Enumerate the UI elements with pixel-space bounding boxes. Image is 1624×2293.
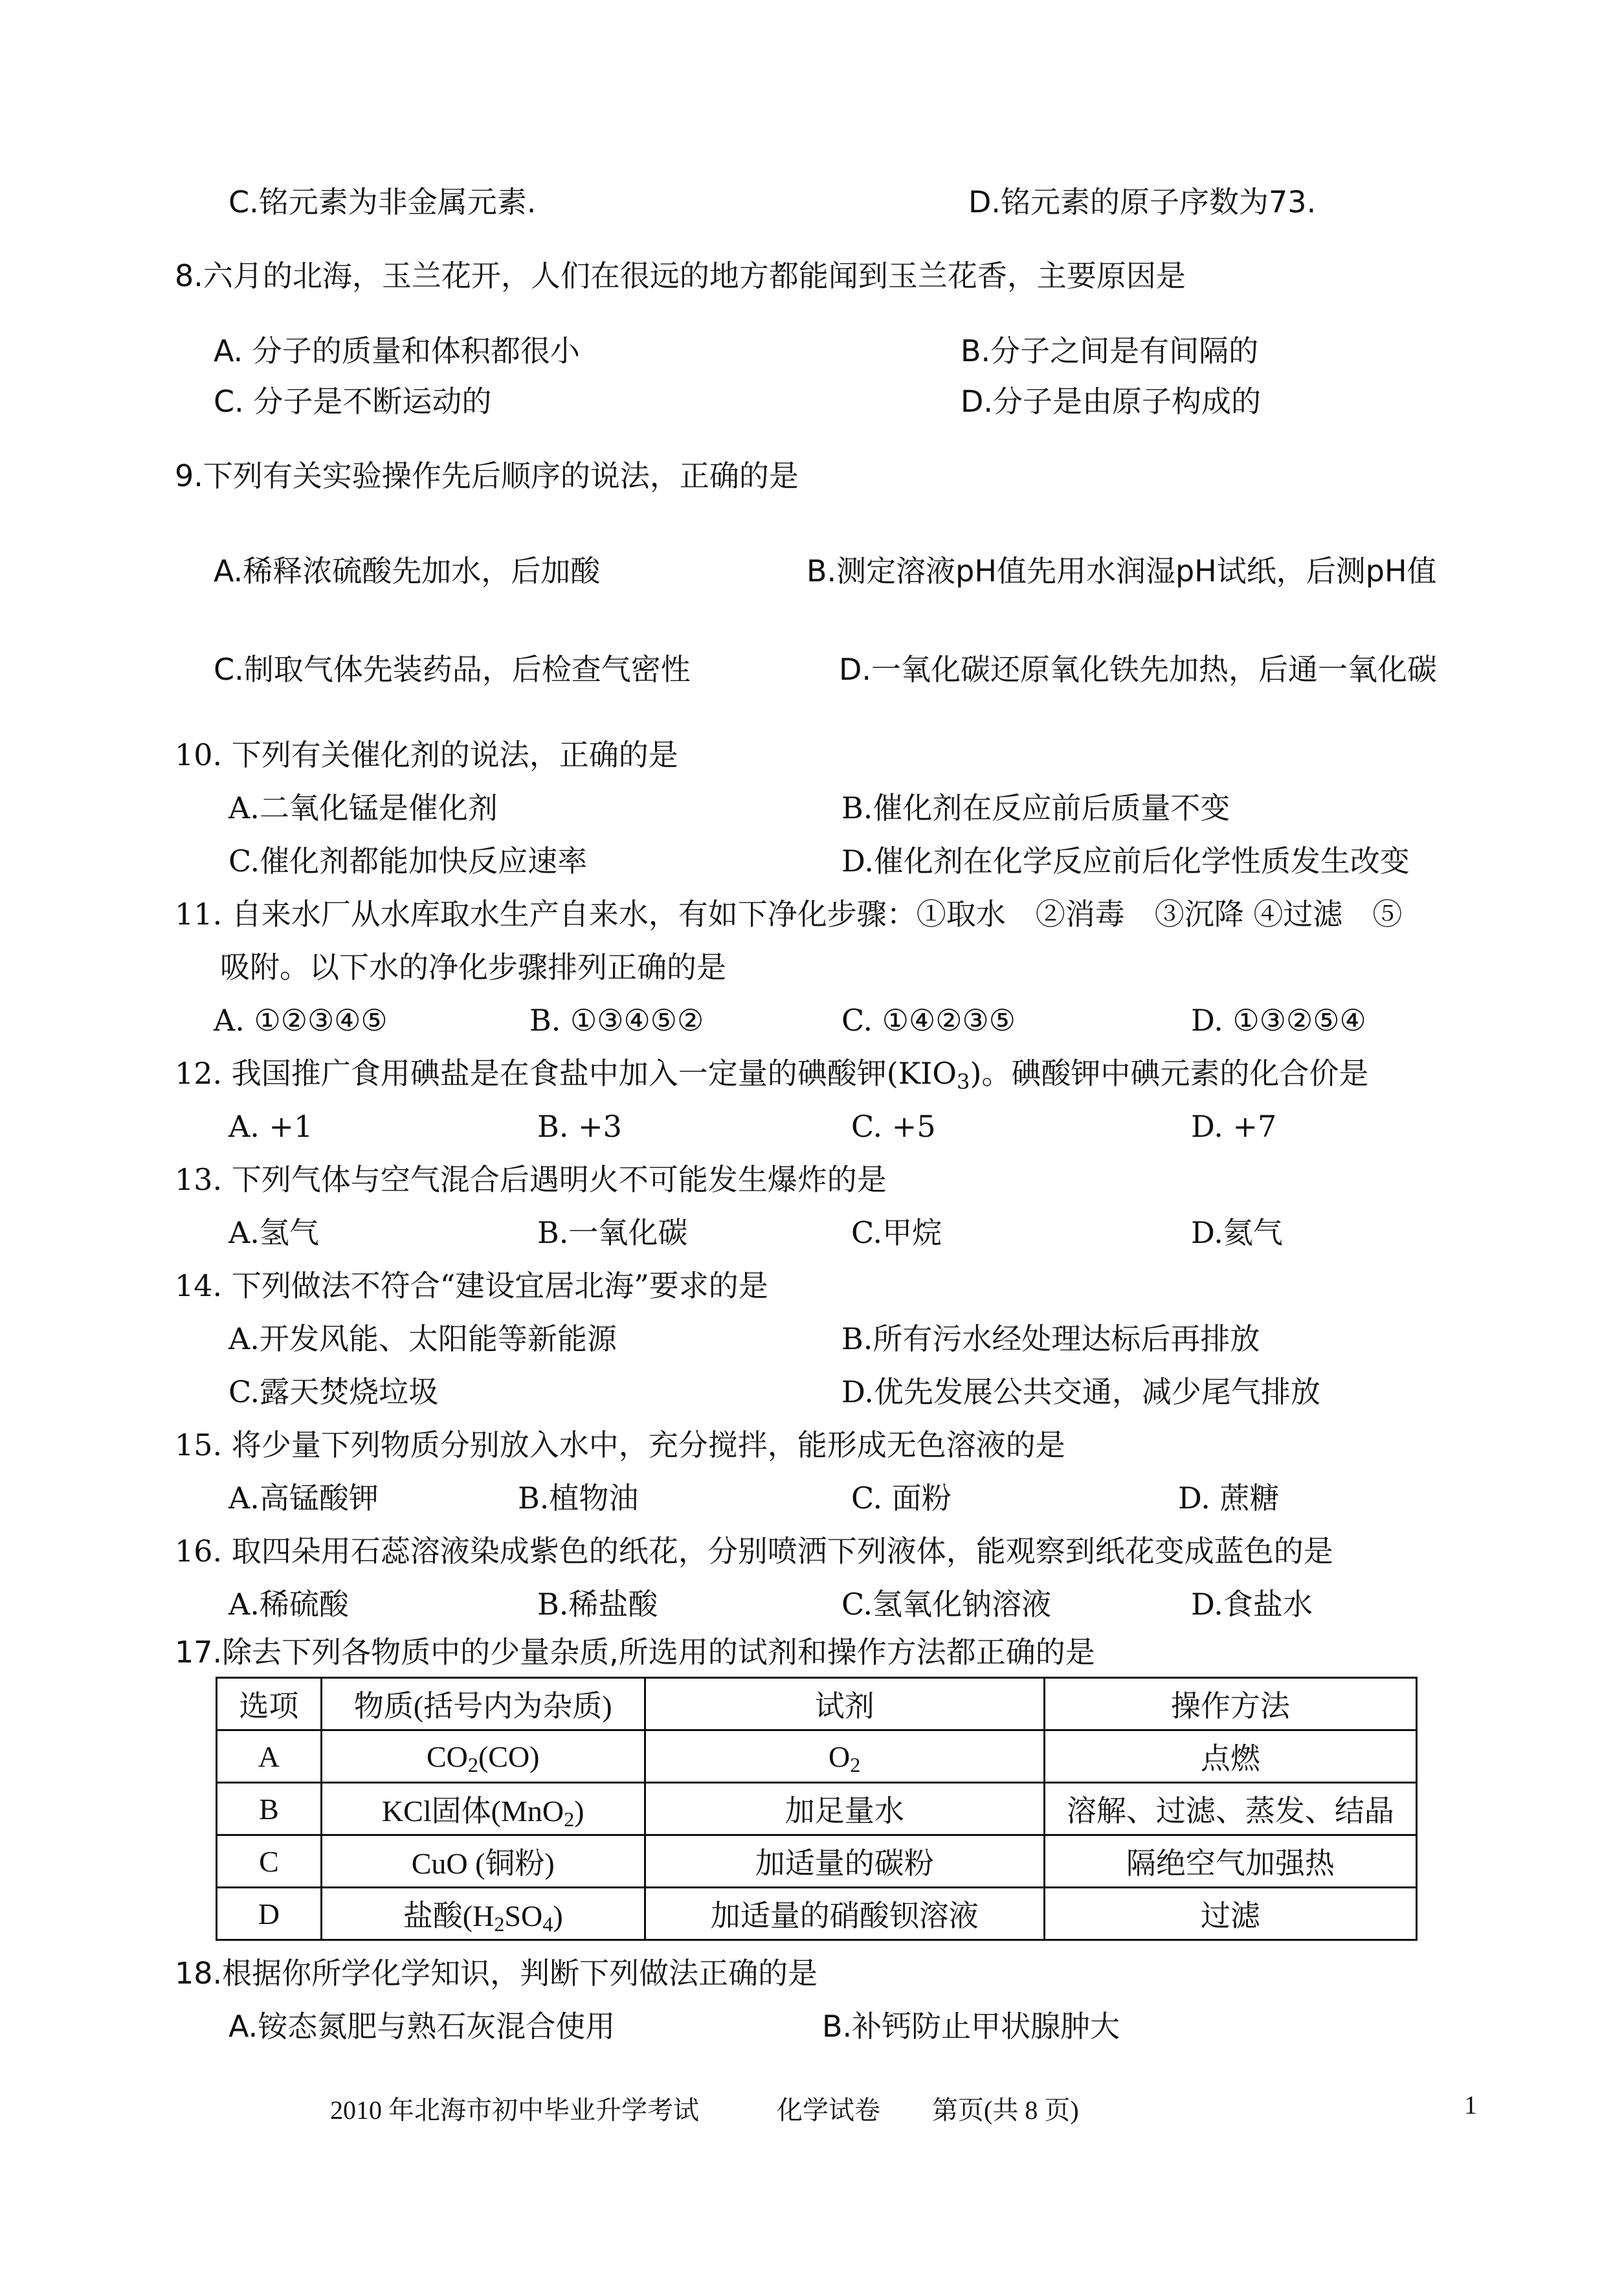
q15-option-d: D. 蔗糖 xyxy=(1178,1481,1280,1516)
q11-option-a: A. ①②③④⑤ xyxy=(214,1003,388,1038)
option-cell: A xyxy=(217,1730,322,1783)
q13-option-d: D.氦气 xyxy=(1191,1215,1283,1250)
q13-option-a: A.氢气 xyxy=(228,1215,319,1250)
q15-option-a: A.高锰酸钾 xyxy=(228,1481,379,1516)
q12-option-c: C. +5 xyxy=(851,1109,936,1144)
q14-option-c: C.露天焚烧垃圾 xyxy=(228,1374,439,1409)
method-cell: 过滤 xyxy=(1044,1888,1416,1940)
q12-stem: 12. 我国推广食用碘盐是在食盐中加入一定量的碘酸钾$(KIO_3)$。碘酸钾中碘元素的化合价是 xyxy=(175,1056,1369,1095)
q18-stem: 18.根据你所学化学知识，判断下列做法正确的是 xyxy=(175,1956,818,1991)
q9-option-a: A.稀释浓硫酸先加水，后加酸 xyxy=(214,554,601,588)
substance-cell: CuO (铜粉) xyxy=(321,1835,645,1888)
q10-option-b: B.催化剂在反应前后质量不变 xyxy=(841,790,1230,825)
q13-option-c: C.甲烷 xyxy=(851,1215,942,1250)
q14-option-b: B.所有污水经处理达标后再排放 xyxy=(841,1321,1260,1356)
page-number: 1 xyxy=(1464,2090,1477,2120)
substance-cell: 盐酸$(H_2SO_4)$ xyxy=(321,1888,645,1940)
q18-option-a: A.铵态氮肥与熟石灰混合使用 xyxy=(228,2009,616,2044)
q11-option-d: D. ①③②⑤④ xyxy=(1191,1003,1366,1038)
q13-option-b: B.一氧化碳 xyxy=(537,1215,688,1250)
reagent-cell: 加适量的硝酸钡溶液 xyxy=(645,1888,1044,1940)
q8-option-c: C. 分子是不断运动的 xyxy=(214,384,492,419)
q17-table xyxy=(216,1677,1418,1941)
method-cell: 点燃 xyxy=(1044,1730,1416,1783)
q12-option-d: D. +7 xyxy=(1191,1109,1277,1144)
q7-option-d: D.铭元素的原子序数为73. xyxy=(968,185,1317,219)
option-cell: D xyxy=(217,1888,322,1940)
q11-option-b: B. ①③④⑤② xyxy=(529,1003,704,1038)
q14-stem: 14. 下列做法不符合“建设宜居北海”要求的是 xyxy=(175,1268,768,1303)
table-header-row xyxy=(217,1678,1417,1730)
q12-option-b: B. +3 xyxy=(537,1109,622,1144)
q15-option-b: B.植物油 xyxy=(518,1481,639,1516)
reagent-cell: 加适量的碳粉 xyxy=(645,1835,1044,1888)
option-cell: C xyxy=(217,1835,322,1888)
table-row xyxy=(217,1835,1417,1888)
q9-option-b: B.测定溶液pH值先用水润湿pH试纸，后测pH值 xyxy=(806,554,1437,588)
q10-option-c: C.催化剂都能加快反应速率 xyxy=(228,844,588,878)
q8-option-d: D.分子是由原子构成的 xyxy=(961,384,1262,419)
q8-option-a: A. 分子的质量和体积都很小 xyxy=(214,333,580,368)
q11-option-c: C. ①④②③⑤ xyxy=(841,1003,1016,1038)
q18-option-b: B.补钙防止甲状腺肿大 xyxy=(822,2009,1120,2044)
table-row xyxy=(217,1730,1417,1783)
q9-option-d: D.一氧化碳还原氧化铁先加热，后通一氧化碳 xyxy=(839,652,1438,687)
q15-stem: 15. 将少量下列物质分别放入水中，充分搅拌，能形成无色溶液的是 xyxy=(175,1427,1065,1462)
q10-option-a: A.二氧化锰是催化剂 xyxy=(228,790,498,825)
page-footer: 2010 年北海市初中毕业升学考试 化学试卷 第页(共 8 页) xyxy=(330,2096,1079,2125)
q16-option-a: A.稀硫酸 xyxy=(228,1587,349,1622)
table-header-cell: 操作方法 xyxy=(1044,1678,1416,1730)
q14-option-d: D.优先发展公共交通，减少尾气排放 xyxy=(841,1374,1320,1409)
q10-stem: 10. 下列有关催化剂的说法，正确的是 xyxy=(175,737,678,772)
reagent-cell: $O_2$ xyxy=(645,1730,1044,1783)
q16-option-b: B.稀盐酸 xyxy=(537,1587,658,1622)
option-cell: B xyxy=(217,1783,322,1835)
q11-stem-line1: 11. 自来水厂从水库取水生产自来水，有如下净化步骤：①取水 ②消毒 ③沉降 ④过滤 ⑤ xyxy=(175,897,1403,932)
substance-cell: $CO_2(CO)$ xyxy=(321,1730,645,1783)
table-header-cell: 选项 xyxy=(217,1678,322,1730)
q16-stem: 16. 取四朵用石蕊溶液染成紫色的纸花，分别喷洒下列液体，能观察到纸花变成蓝色的是 xyxy=(175,1534,1333,1569)
q11-stem-line2: 吸附。以下水的净化步骤排列正确的是 xyxy=(220,950,726,985)
q16-option-c: C.氢氧化钠溶液 xyxy=(841,1587,1052,1622)
table-header-cell: 试剂 xyxy=(645,1678,1044,1730)
q10-option-d: D.催化剂在化学反应前后化学性质发生改变 xyxy=(841,844,1410,878)
q17-stem: 17.除去下列各物质中的少量杂质,所选用的试剂和操作方法都正确的是 xyxy=(175,1635,1095,1670)
q8-option-b: B.分子之间是有间隔的 xyxy=(961,333,1259,368)
q12-option-a: A. +1 xyxy=(228,1109,313,1144)
q16-option-d: D.食盐水 xyxy=(1191,1587,1313,1622)
table-row xyxy=(217,1888,1417,1940)
q9-option-c: C.制取气体先装药品，后检查气密性 xyxy=(214,652,691,687)
q14-option-a: A.开发风能、太阳能等新能源 xyxy=(228,1321,617,1356)
q7-option-c: C.铭元素为非金属元素. xyxy=(228,185,537,219)
method-cell: 隔绝空气加强热 xyxy=(1044,1835,1416,1888)
q9-stem: 9.下列有关实验操作先后顺序的说法，正确的是 xyxy=(175,458,799,493)
table-header-cell: 物质(括号内为杂质) xyxy=(321,1678,645,1730)
method-cell: 溶解、过滤、蒸发、结晶 xyxy=(1044,1783,1416,1835)
table-row xyxy=(217,1783,1417,1835)
q15-option-c: C. 面粉 xyxy=(851,1481,951,1516)
substance-cell: KCl固体(MnO$_2$) xyxy=(321,1783,645,1835)
q13-stem: 13. 下列气体与空气混合后遇明火不可能发生爆炸的是 xyxy=(175,1162,887,1197)
q8-stem: 8.六月的北海，玉兰花开，人们在很远的地方都能闻到玉兰花香，主要原因是 xyxy=(175,258,1186,293)
reagent-cell: 加足量水 xyxy=(645,1783,1044,1835)
